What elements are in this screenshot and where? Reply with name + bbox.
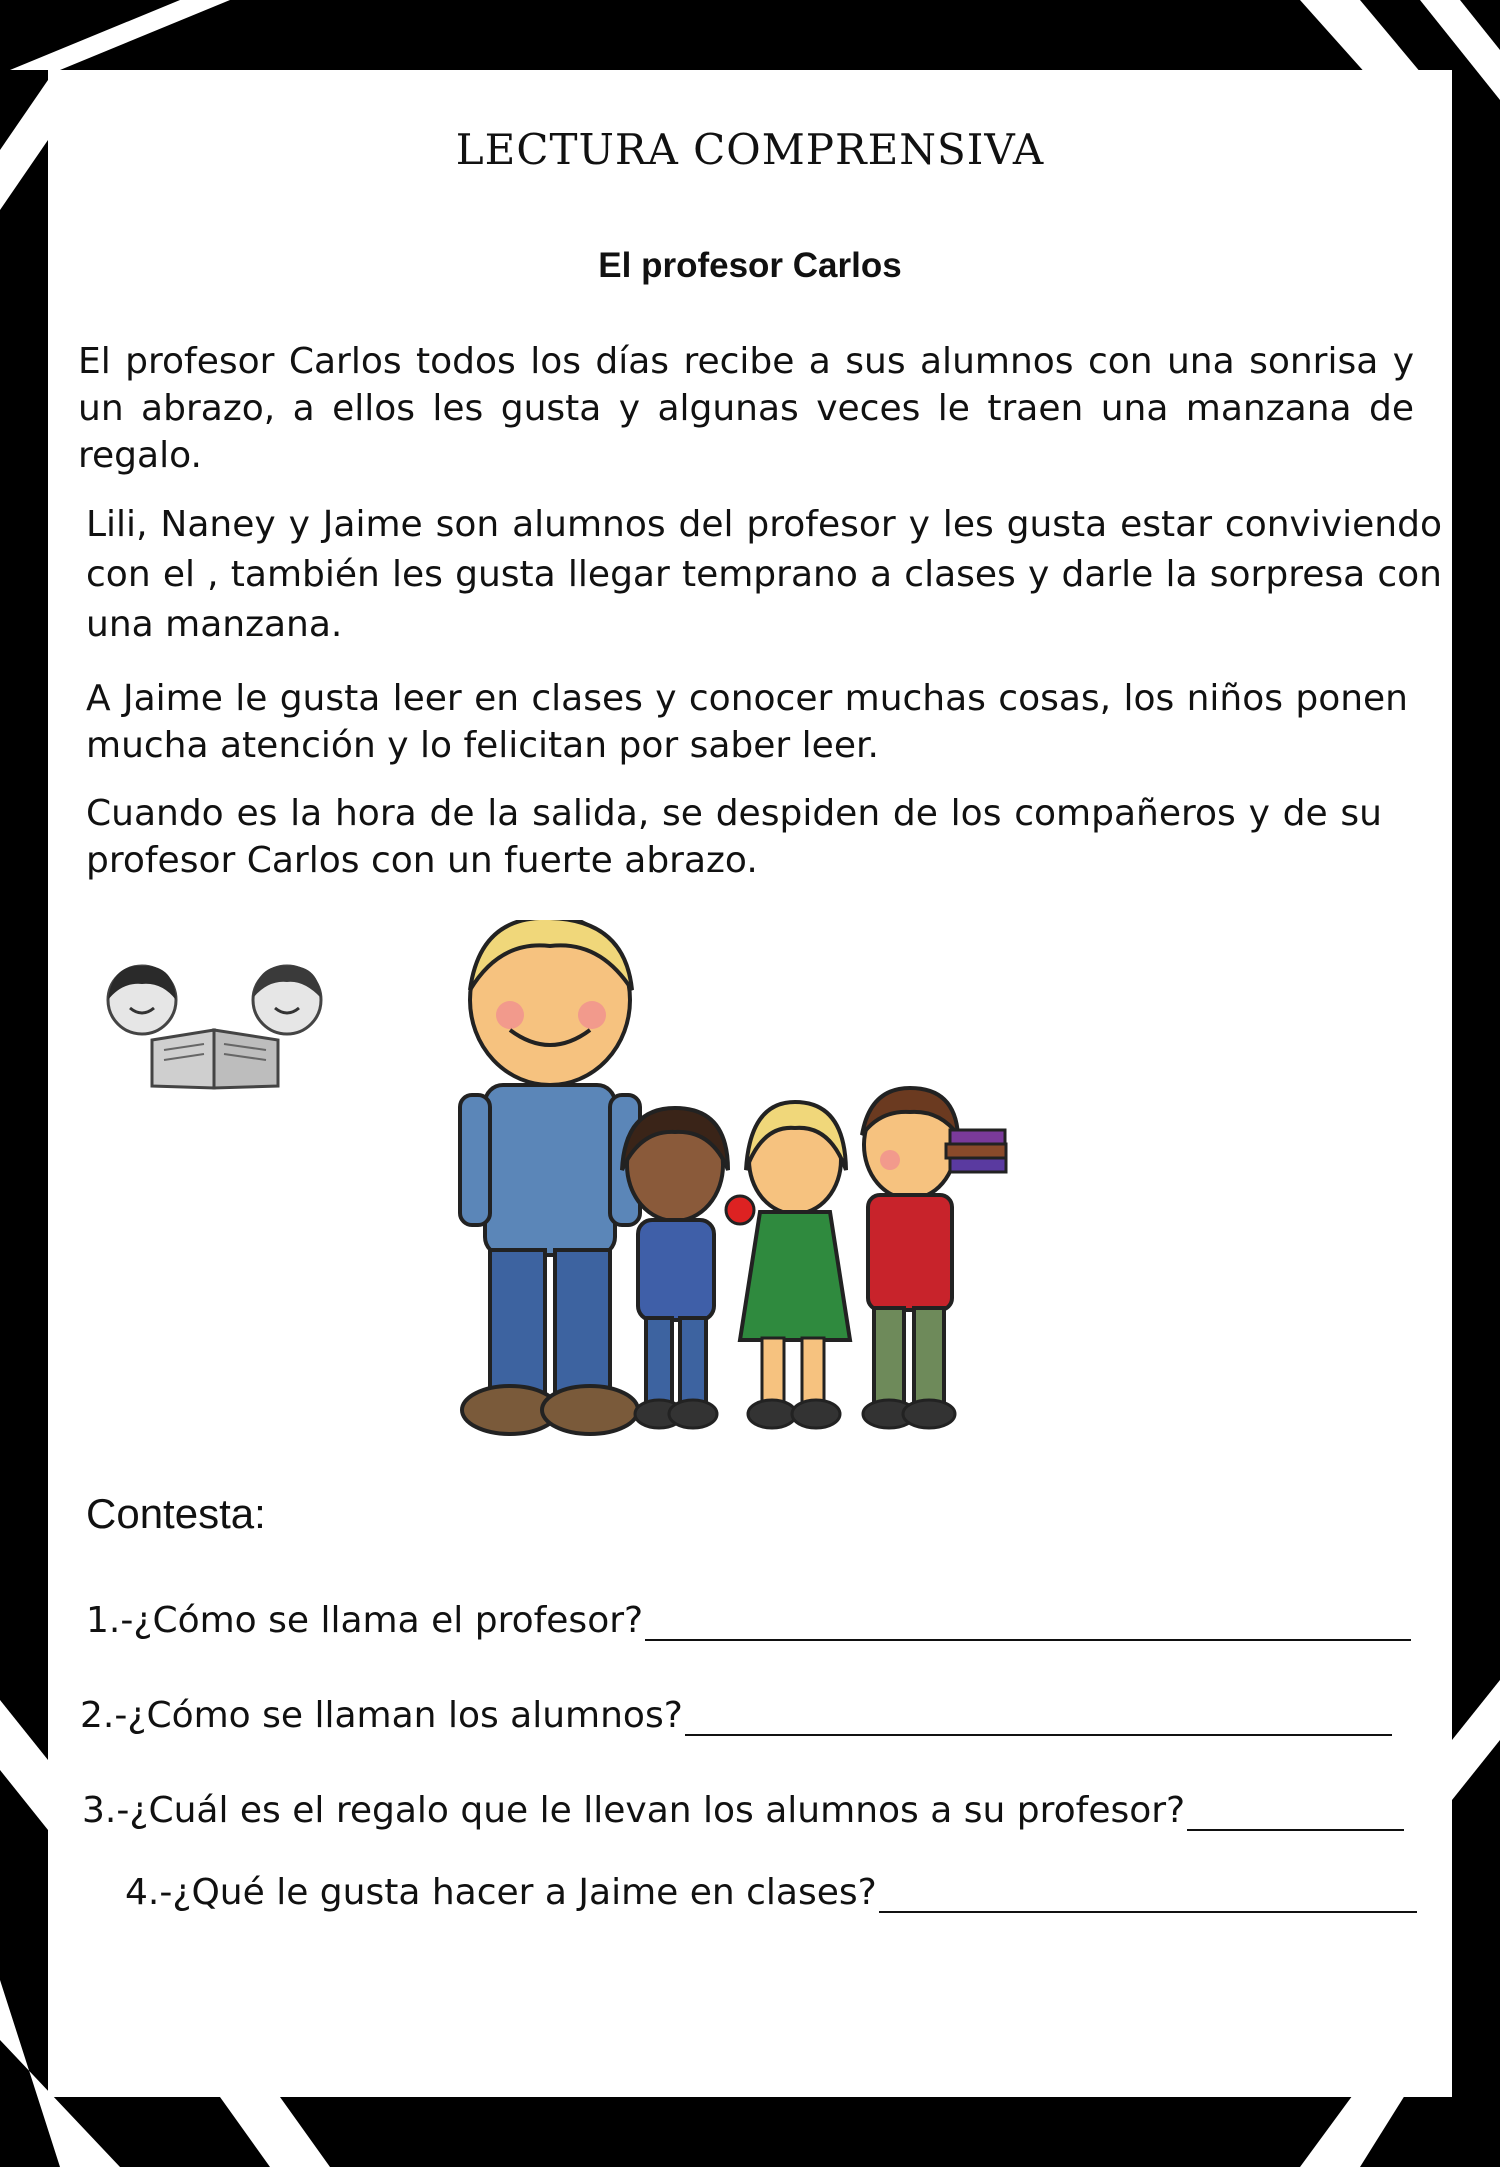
student-girl-blond-hair <box>740 1102 850 1428</box>
student-boy-red-shirt <box>862 1088 1006 1428</box>
question-4 <box>125 1872 1417 1913</box>
question-text: 4.-¿Qué le gusta hacer a Jaime en clases? <box>125 1872 877 1913</box>
story-title: El profesor Carlos <box>598 246 902 285</box>
question-2 <box>80 1695 1392 1736</box>
worksheet-title: LECTURA COMPRENSIVA <box>455 125 1045 174</box>
story-paragraph: A Jaime le gusta leer en clases y conocer muchas cosas, los niños ponen mucha atención y lo felicitan por saber leer. <box>86 678 1408 766</box>
questions-heading: Contesta: <box>86 1490 266 1537</box>
teacher-figure <box>460 920 640 1434</box>
teacher-students-illustration <box>450 920 1070 1440</box>
answer-line[interactable] <box>645 1603 1411 1641</box>
story-paragraph: El profesor Carlos todos los días recibe a sus alumnos con una sonrisa y un abrazo, a ellos les gusta y algunas veces le traen una manzana de regalo. <box>78 341 1414 476</box>
answer-line[interactable] <box>685 1698 1392 1736</box>
student-girl-dark-hair <box>622 1108 754 1428</box>
children-reading-illustration <box>82 960 352 1090</box>
question-text: 2.-¿Cómo se llaman los alumnos? <box>80 1695 683 1736</box>
question-3 <box>82 1790 1404 1831</box>
story-paragraph: Cuando es la hora de la salida, se despiden de los compañeros y de su profesor Carlos con un fuerte abrazo. <box>86 793 1382 881</box>
question-1 <box>86 1600 1411 1641</box>
question-text: 1.-¿Cómo se llama el profesor? <box>86 1600 644 1641</box>
answer-line[interactable] <box>879 1875 1417 1913</box>
answer-line[interactable] <box>1187 1793 1404 1831</box>
story-paragraph: Lili, Naney y Jaime son alumnos del profesor y les gusta estar conviviendo con el , también les gusta llegar temprano a clases y darle la sorpresa con una manzana. <box>86 504 1442 645</box>
question-text: 3.-¿Cuál es el regalo que le llevan los alumnos a su profesor? <box>82 1790 1186 1831</box>
